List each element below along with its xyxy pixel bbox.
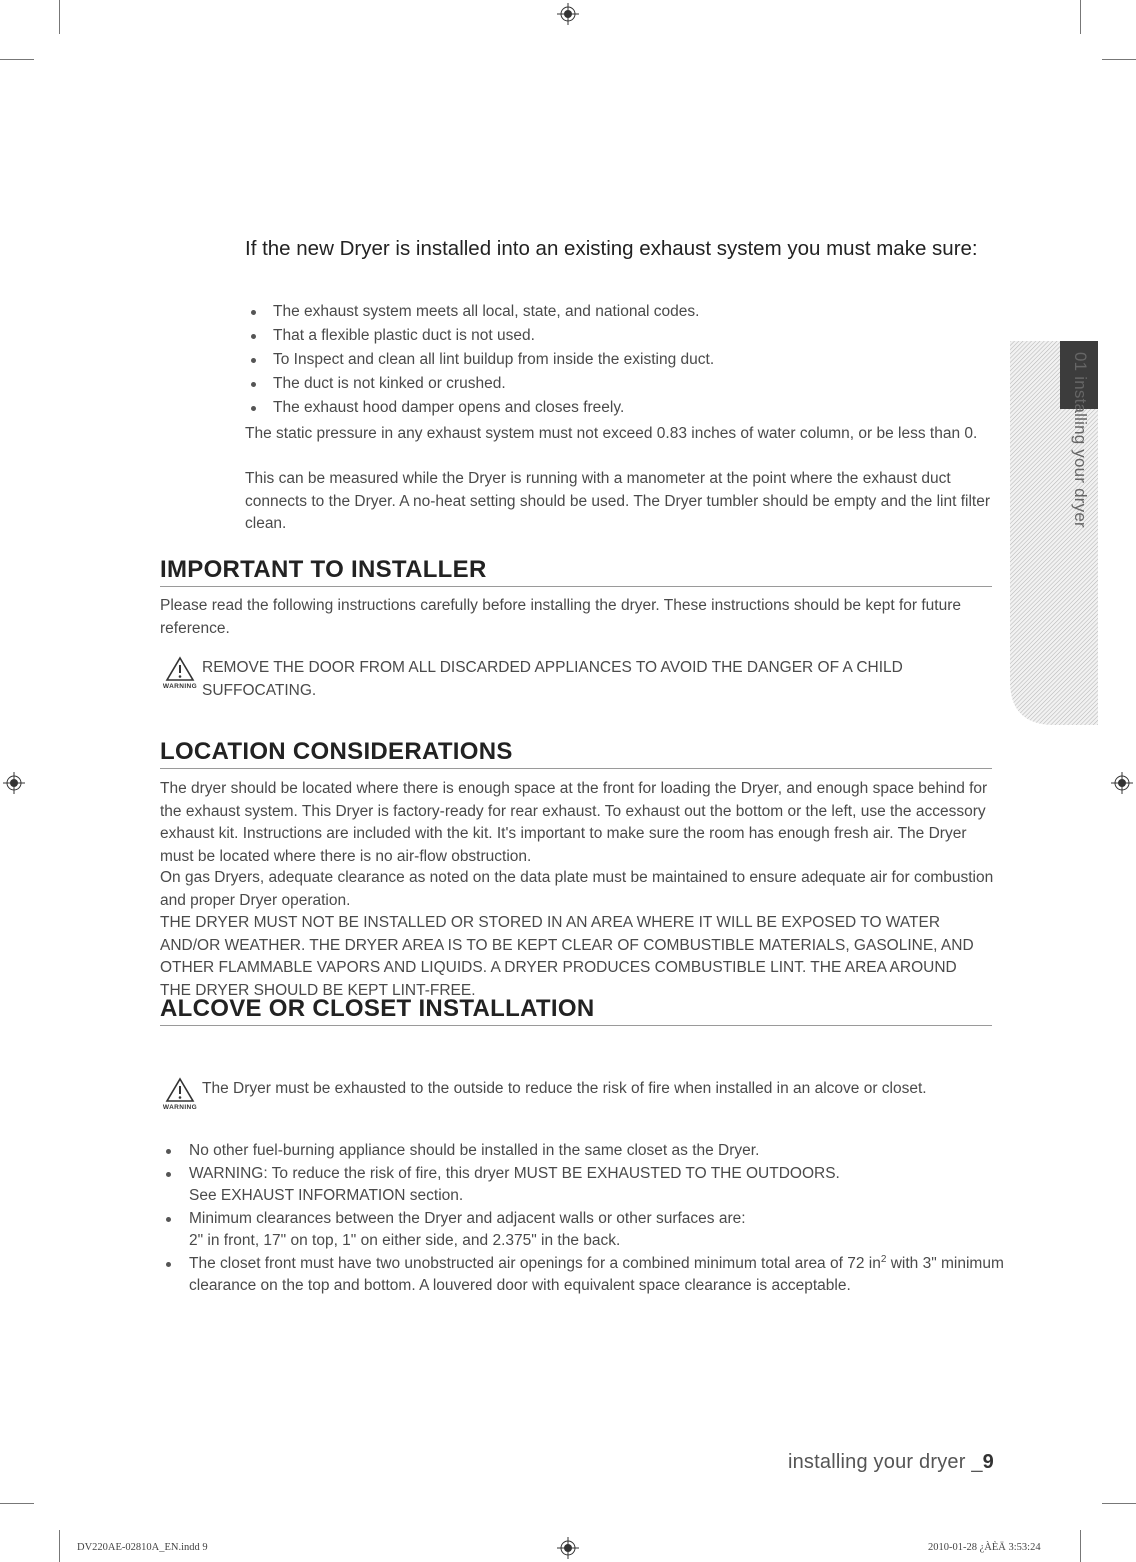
intro-heading: If the new Dryer is installed into an existing exhaust system you must make sure: xyxy=(245,237,978,260)
alcove-bullet-list xyxy=(160,1140,1005,1298)
location-paragraph-2: On gas Dryers, adequate clearance as noted on the data plate must be maintained to ensure adequate air for combustion and proper Dryer operation. xyxy=(160,869,994,909)
static-pressure-paragraph: The static pressure in any exhaust system must not exceed 0.83 inches of water column, or be less than 0. xyxy=(245,425,978,442)
list-item: To Inspect and clean all lint buildup from inside the existing duct. xyxy=(245,348,1005,372)
crop-mark-left-top xyxy=(0,59,34,60)
crop-mark-left-bottom xyxy=(0,1503,34,1504)
list-item: That a flexible plastic duct is not used. xyxy=(245,324,1005,348)
warning-triangle-icon xyxy=(165,1077,195,1103)
registration-mark-icon xyxy=(557,1537,579,1559)
list-item-text: The closet front must have two unobstructed air openings for a combined minimum total area of 72 in xyxy=(189,1254,881,1272)
list-item-text: WARNING: To reduce the risk of fire, this dryer MUST BE EXHAUSTED TO THE OUTDOORS. xyxy=(189,1164,840,1182)
list-item: The exhaust system meets all local, state, and national codes. xyxy=(245,300,1005,324)
page-number: 9 xyxy=(982,1451,994,1473)
list-item-text: Minimum clearances between the Dryer and adjacent walls or other surfaces are: xyxy=(189,1209,746,1227)
warning-block xyxy=(158,1077,202,1111)
print-slug-timestamp: 2010-01-28 ¿ÀÈÄ 3:53:24 xyxy=(928,1542,1041,1553)
list-item-text: See EXHAUST INFORMATION section. xyxy=(189,1187,464,1204)
location-paragraph-1: The dryer should be located where there is enough space at the front for loading the Dryer, and enough space behind for the exhaust system. This Dryer is factory-ready for rear exhaust. To exhaust out the bottom or the left, use the accessory exhaust kit. Instructions are included with the kit. It's important to make sure the room has enough fresh air. The Dryer must be located where there is no air-flow obstruction. xyxy=(160,780,988,865)
crop-mark-top-left xyxy=(59,0,60,34)
footer-section-label: installing your dryer _ xyxy=(787,1451,983,1473)
crop-mark-bottom-left xyxy=(59,1530,60,1562)
crop-mark-right-bottom xyxy=(1102,1503,1136,1504)
list-item xyxy=(160,1253,1005,1298)
warning-text: REMOVE THE DOOR FROM ALL DISCARDED APPLIANCES TO AVOID THE DANGER OF A CHILD SUFFOCATING. xyxy=(202,659,903,699)
superscript: 2 xyxy=(880,1253,887,1265)
warning-label: WARNING xyxy=(162,1104,198,1111)
side-tab-label: 01 installing your dryer xyxy=(1071,352,1090,528)
list-item: The exhaust hood damper opens and closes freely. xyxy=(245,396,1005,420)
crop-mark-bottom-right xyxy=(1080,1530,1081,1562)
section-title-important: IMPORTANT TO INSTALLER xyxy=(160,556,992,587)
registration-mark-icon xyxy=(3,772,25,794)
list-item xyxy=(160,1208,1005,1253)
registration-mark-icon xyxy=(557,3,579,25)
list-item-text: No other fuel-burning appliance should be installed in the same closet as the Dryer. xyxy=(189,1142,760,1159)
list-item xyxy=(160,1163,1005,1208)
manometer-paragraph: This can be measured while the Dryer is running with a manometer at the point where the exhaust duct connects to the Dryer. A no-heat setting should be used. The Dryer tumbler should be empty and the lint filter clean. xyxy=(245,470,990,532)
registration-mark-icon xyxy=(1111,772,1133,794)
section-title-alcove: ALCOVE OR CLOSET INSTALLATION xyxy=(160,995,992,1026)
crop-mark-right-top xyxy=(1102,59,1136,60)
warning-block xyxy=(158,656,202,690)
crop-mark-top-right xyxy=(1080,0,1081,34)
page-footer xyxy=(788,1451,994,1474)
list-item-text: 2" in front, 17" on top, 1" on either side, and 2.375" in the back. xyxy=(189,1232,621,1249)
print-slug-filename: DV220AE-02810A_EN.indd 9 xyxy=(77,1542,208,1553)
intro-bullet-list xyxy=(245,300,1005,420)
list-item xyxy=(160,1140,1005,1163)
list-item: The duct is not kinked or crushed. xyxy=(245,372,1005,396)
important-paragraph: Please read the following instructions carefully before installing the dryer. These instructions should be kept for future reference. xyxy=(160,597,961,637)
warning-label: WARNING xyxy=(162,683,198,690)
warning-triangle-icon xyxy=(165,656,195,682)
location-paragraph-3: THE DRYER MUST NOT BE INSTALLED OR STORED IN AN AREA WHERE IT WILL BE EXPOSED TO WATER AND/OR WEATHER. THE DRYER AREA IS TO BE KEPT CLEAR OF COMBUSTIBLE MATERIALS, GASOLINE, AND OTHER FLAMMABLE VAPORS AND LIQUIDS. A DRYER PRODUCES COMBUSTIBLE LINT. THE AREA AROUND THE DRYER SHOULD BE KEPT LINT-FREE. xyxy=(160,914,974,999)
warning-text: The Dryer must be exhausted to the outside to reduce the risk of fire when installed in an alcove or closet. xyxy=(202,1080,927,1097)
section-title-location: LOCATION CONSIDERATIONS xyxy=(160,738,992,769)
list-item-text: with 3" minimum clearance on the top and bottom. A louvered door with equivalent space clearance is acceptable. xyxy=(189,1254,1004,1294)
